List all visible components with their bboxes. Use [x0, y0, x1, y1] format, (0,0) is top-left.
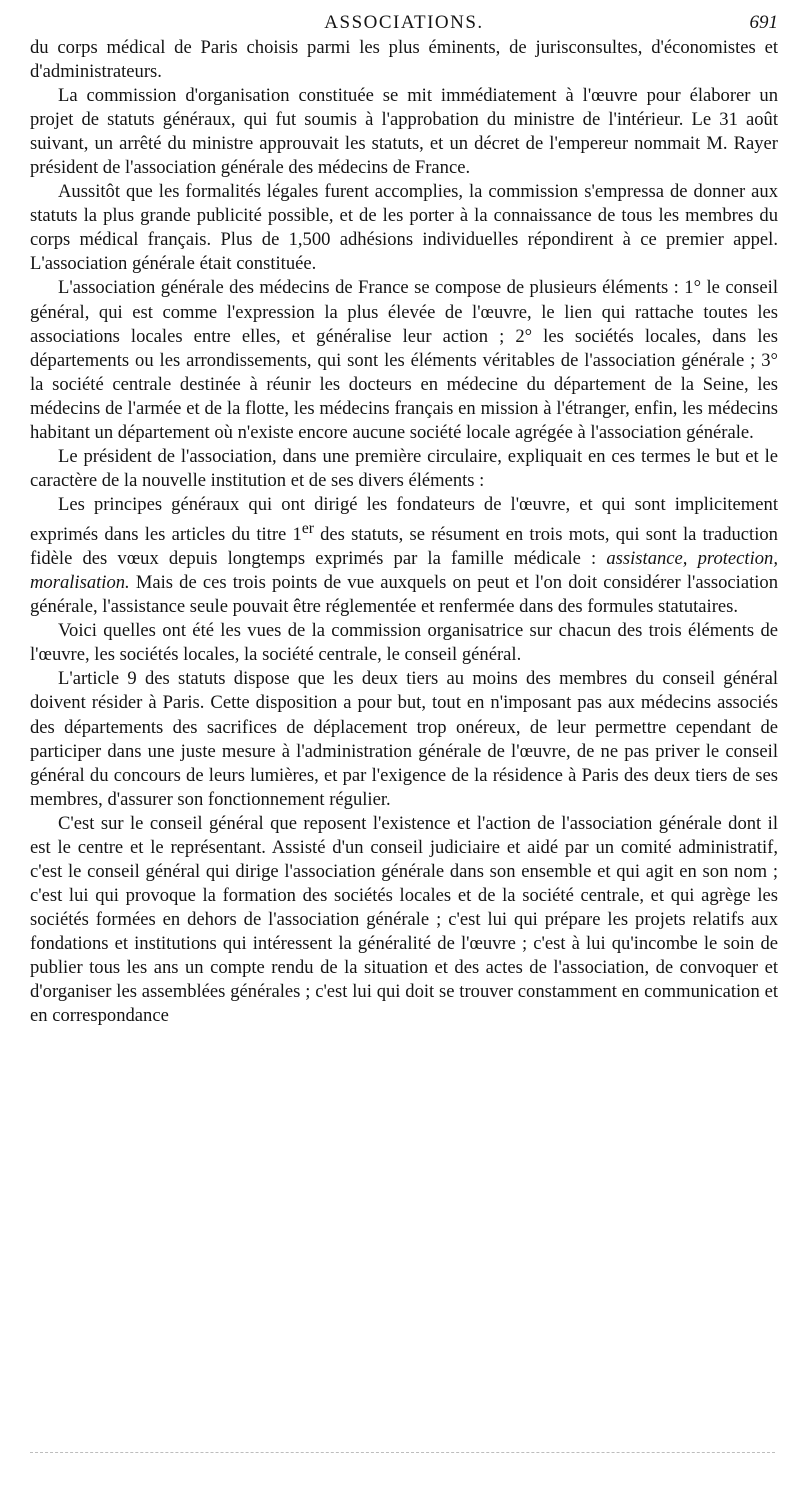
paragraph-6	[30, 493, 778, 619]
paragraph-9: C'est sur le conseil général que reposent l'existence et l'action de l'association générale dont il est le centre et le représentant. Assisté d'un conseil judiciaire et aidé par un comité administratif, c'est le conseil général qui dirige l'association générale dans son ensemble et qui agit en son nom ; c'est lui qui provoque la formation des sociétés locales et de la société centrale, et qui agrège les sociétés formées en dehors de l'association générale ; c'est lui qui prépare les projets relatifs aux fondations et institutions qui intéressent la généralité de l'œuvre ; c'est à lui qu'incombe le soin de publier tous les ans un compte rendu de la situation et des actes de l'association, de convoquer et d'organiser les assemblées générales ; c'est lui qui doit se trouver constamment en communication et en correspondance	[30, 812, 778, 1027]
paragraph-1: du corps médical de Paris choisis parmi les plus éminents, de jurisconsultes, d'économistes et d'administrateurs.	[30, 37, 778, 83]
paragraph-6-middle: des statuts, se résument en trois mots, qui sont la traduction fidèle des vœux depuis longtemps exprimés par la famille médicale :	[30, 524, 778, 570]
paragraph-4: L'association générale des médecins de France se compose de plusieurs éléments : 1° le conseil général, qui est comme l'expression la plus élevée de l'œuvre, le lien qui rattache toutes les associations locales entre elles, et généralise leur action ; 2° les sociétés locales, dans les départements ou les arrondissements, qui sont les éléments véritables de l'association générale ; 3° la société centrale destinée à réunir les docteurs en médecine du département de la Seine, les médecins de l'armée et de la flotte, les médecins français en mission à l'étranger, enfin, les médecins habitant un département où n'existe encore aucune société locale agrégée à l'association générale.	[30, 277, 778, 443]
footer-rule	[30, 1452, 775, 1453]
paragraph-7: Voici quelles ont été les vues de la commission organisatrice sur chacun des trois éléments de l'œuvre, les sociétés locales, la société centrale, le conseil général.	[30, 620, 778, 666]
paragraph-3: Aussitôt que les formalités légales furent accomplies, la commission s'empressa de donner aux statuts la plus grande publicité possible, et de les porter à la connaissance de tous les membres du corps médical français. Plus de 1,500 adhésions individuelles répondirent à ce premier appel. L'association générale était constituée.	[30, 181, 778, 275]
running-title: ASSOCIATIONS.	[324, 12, 484, 33]
superscript-er: er	[301, 519, 314, 537]
paragraph-5: Le président de l'association, dans une première circulaire, expliquait en ces termes le but et le caractère de la nouvelle institution et de ses divers éléments :	[30, 445, 778, 491]
italic-motto: assistance, protection, moralisation.	[30, 548, 778, 594]
page-number: 691	[749, 12, 778, 33]
body-text	[30, 36, 778, 1028]
running-head	[30, 12, 778, 38]
paragraph-2: La commission d'organisation constituée se mit immédiatement à l'œuvre pour élaborer un projet de statuts généraux, qui fut soumis à l'approbation du ministre de l'intérieur. Le 31 août suivant, un arrêté du ministre approuvait les statuts, et un décret de l'empereur nommait M. Rayer président de l'association générale des médecins de France.	[30, 85, 778, 179]
paragraph-8: L'article 9 des statuts dispose que les deux tiers au moins des membres du conseil général doivent résider à Paris. Cette disposition a pour but, tout en n'imposant pas aux médecins associés des départements des sacrifices de déplacement trop onéreux, de leur permettre cependant de participer dans une juste mesure à l'administration générale de l'œuvre, de ne pas priver le conseil général du concours de leurs lumières, et par l'exigence de la résidence à Paris des deux tiers de ses membres, d'assurer son fonctionnement régulier.	[30, 668, 778, 810]
paragraph-6-end: Mais de ces trois points de vue auxquels on peut et l'on doit considérer l'association générale, l'assistance seule pouvait être réglementée et renfermée dans des formules statutaires.	[30, 572, 778, 618]
paragraph-6-text: Les principes généraux qui ont dirigé les fondateurs de l'œuvre, et qui sont implicitement exprimés dans les articles du titre 1	[30, 493, 778, 546]
